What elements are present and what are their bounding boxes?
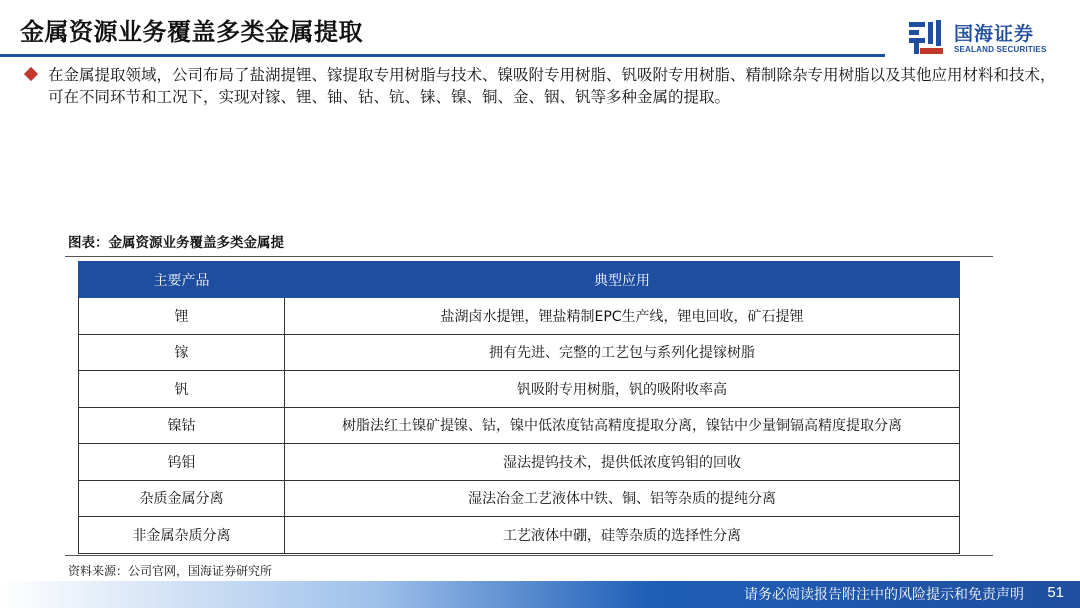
application-cell: 钒吸附专用树脂，钒的吸附收率高	[285, 371, 960, 408]
data-source-note: 资料来源：公司官网，国海证券研究所	[68, 564, 273, 578]
metal-resource-table	[78, 261, 960, 554]
product-cell: 钒	[79, 371, 285, 408]
footer-disclaimer: 请务必阅读报告附注中的风险提示和免责声明	[744, 587, 1024, 603]
table-row	[79, 517, 960, 554]
page-title: 金属资源业务覆盖多类金属提取	[20, 18, 363, 46]
product-cell: 非金属杂质分离	[79, 517, 285, 554]
sealand-logo-icon	[906, 18, 946, 58]
table-row	[79, 334, 960, 371]
page-number: 51	[1047, 584, 1064, 601]
product-cell: 镍钴	[79, 407, 285, 444]
product-cell: 镓	[79, 334, 285, 371]
table-row	[79, 444, 960, 481]
header-cell-product: 主要产品	[79, 262, 285, 298]
figure-caption: 图表：金属资源业务覆盖多类金属提	[68, 235, 284, 251]
application-cell: 湿法提钨技术，提供低浓度钨钼的回收	[285, 444, 960, 481]
table-header-row	[79, 262, 960, 298]
application-cell: 工艺液体中硼，硅等杂质的选择性分离	[285, 517, 960, 554]
application-cell: 湿法冶金工艺液体中铁、铜、铝等杂质的提纯分离	[285, 480, 960, 517]
application-cell: 树脂法红土镍矿提镍、钴，镍中低浓度钴高精度提取分离，镍钴中少量铜镉高精度提取分离	[285, 407, 960, 444]
table-row	[79, 298, 960, 335]
application-cell: 盐湖卤水提锂，锂盐精制EPC生产线，锂电回收，矿石提锂	[285, 298, 960, 335]
title-underline	[0, 54, 885, 57]
company-logo	[906, 18, 1066, 60]
product-cell: 锂	[79, 298, 285, 335]
bullet-text: 在金属提取领域，公司布局了盐湖提锂、镓提取专用树脂与技术、镍吸附专用树脂、钒吸附专用树脂、精制除杂专用树脂以及其他应用材料和技术，可在不同环节和工况下，实现对镓、锂、铀、钴、钪、铼、镍、铜、金、铟、钒等多种金属的提取。	[48, 66, 1056, 106]
table-row	[79, 371, 960, 408]
table-row	[79, 480, 960, 517]
figure-top-rule	[65, 256, 993, 257]
product-cell: 杂质金属分离	[79, 480, 285, 517]
logo-english-name: SEALAND SECURITIES	[954, 45, 1047, 54]
application-cell: 拥有先进、完整的工艺包与系列化提镓树脂	[285, 334, 960, 371]
product-cell: 钨钼	[79, 444, 285, 481]
logo-chinese-name: 国海证券	[954, 23, 1035, 45]
figure-bottom-rule	[65, 555, 993, 556]
header-cell-application: 典型应用	[285, 262, 960, 298]
table-row	[79, 407, 960, 444]
diamond-bullet-icon	[24, 67, 38, 81]
